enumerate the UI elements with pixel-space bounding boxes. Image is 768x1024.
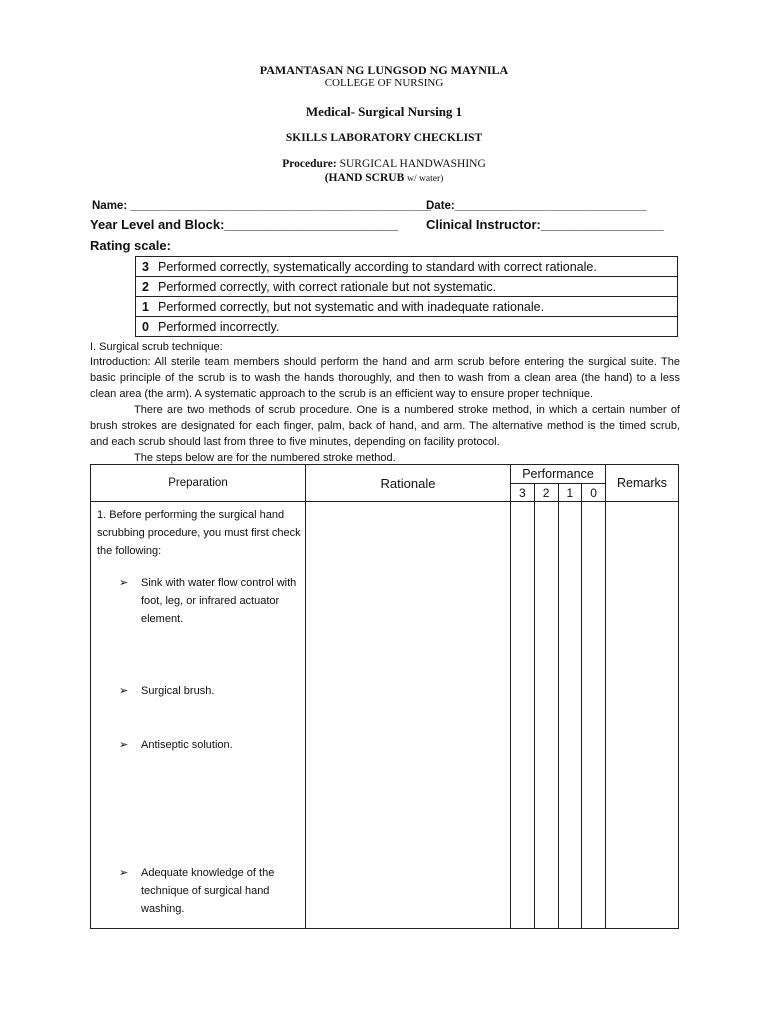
preparation-cell	[91, 502, 306, 929]
score-3-cell[interactable]	[511, 502, 535, 929]
procedure-label: Procedure:	[282, 158, 337, 170]
score-header: 1	[558, 484, 582, 502]
step-1-text: 1. Before performing the surgical hand scrubbing procedure, you must first check the following:	[97, 509, 301, 557]
arrow-bullet-icon: ➢	[119, 577, 129, 589]
rating-row	[136, 317, 678, 337]
rating-cell	[136, 297, 678, 317]
rating-score: 2	[142, 279, 149, 294]
check-item-text: Sink with water flow control with foot, leg, or infrared actuator element.	[141, 577, 297, 625]
rating-row	[136, 257, 678, 277]
university-name: PAMANTASAN NG LUNGSOD NG MAYNILA	[259, 63, 509, 77]
name-field[interactable]: Name: _______________________________________________	[92, 200, 431, 212]
procedure-name: SURGICAL HANDWASHING	[339, 158, 486, 170]
rating-text: Performed incorrectly.	[158, 319, 280, 334]
course-title: Medical- Surgical Nursing 1	[305, 104, 463, 119]
rating-text: Performed correctly, but not systematic and with inadequate rationale.	[158, 299, 545, 314]
college-name: COLLEGE OF NURSING	[324, 77, 444, 89]
rating-cell	[136, 317, 678, 337]
list-item	[97, 736, 301, 754]
table-row	[91, 502, 679, 929]
date-field[interactable]: Date:______________________________	[426, 200, 647, 212]
methods-text: There are two methods of scrub procedure. One is a numbered stroke method, in which a certain number of brush strokes are designated for each finger, palm, back of hand, and arm. The alternative method is the timed scrub, and each scrub should last from three to five minutes, depending on facility protocol.	[90, 404, 680, 448]
list-item	[97, 682, 301, 700]
score-header: 0	[582, 484, 606, 502]
rating-score: 1	[142, 299, 149, 314]
procedure-subtitle	[0, 172, 768, 184]
score-0-cell[interactable]	[582, 502, 606, 929]
check-item-text: Antiseptic solution.	[141, 739, 233, 751]
arrow-bullet-icon: ➢	[119, 867, 129, 879]
score-2-cell[interactable]	[534, 502, 558, 929]
rating-text: Performed correctly, systematically according to standard with correct rationale.	[158, 259, 597, 274]
rating-text: Performed correctly, with correct rationale but not systematic.	[158, 279, 497, 294]
preparation-header: Preparation	[91, 465, 306, 502]
arrow-bullet-icon: ➢	[119, 739, 129, 751]
technique-heading: I. Surgical scrub technique:	[90, 341, 223, 353]
rating-score: 0	[142, 319, 149, 334]
rating-scale-label: Rating scale:	[90, 238, 171, 253]
methods-paragraph	[90, 402, 680, 450]
score-header: 3	[511, 484, 535, 502]
remarks-header: Remarks	[606, 465, 679, 502]
rating-cell	[136, 277, 678, 297]
arrow-bullet-icon: ➢	[119, 685, 129, 697]
procedure-subtitle-main: (HAND SCRUB	[324, 172, 405, 184]
rating-row	[136, 297, 678, 317]
introduction-paragraph: Introduction: All sterile team members should perform the hand and arm scrub before entering the surgical suite. The basic principle of the scrub is to wash the hands thoroughly, and then to wash from a clean area (the hand) to a less clean area (the arm). A systematic approach to the scrub is an efficient way to ensure proper technique.	[90, 356, 680, 400]
rationale-header: Rationale	[306, 465, 511, 502]
year-block-field[interactable]: Year Level and Block:________________________	[90, 217, 398, 232]
score-header: 2	[534, 484, 558, 502]
check-item-text: Surgical brush.	[141, 685, 215, 697]
clinical-instructor-field[interactable]: Clinical Instructor:_________________	[426, 217, 664, 232]
list-item	[97, 574, 301, 628]
check-item-text: Adequate knowledge of the technique of surgical hand washing.	[141, 867, 275, 915]
checklist-title: SKILLS LABORATORY CHECKLIST	[285, 132, 483, 144]
score-1-cell[interactable]	[558, 502, 582, 929]
procedure-line	[0, 158, 768, 170]
steps-note: The steps below are for the numbered stroke method.	[134, 452, 396, 464]
rating-scale-table	[135, 256, 678, 337]
rating-cell	[136, 257, 678, 277]
list-item	[97, 864, 301, 918]
procedure-subtitle-small: w/ water)	[407, 174, 444, 184]
rating-score: 3	[142, 259, 149, 274]
rationale-cell[interactable]	[306, 502, 511, 929]
procedure-table	[90, 464, 679, 929]
remarks-cell[interactable]	[606, 502, 679, 929]
performance-header: Performance	[511, 465, 606, 484]
rating-row	[136, 277, 678, 297]
